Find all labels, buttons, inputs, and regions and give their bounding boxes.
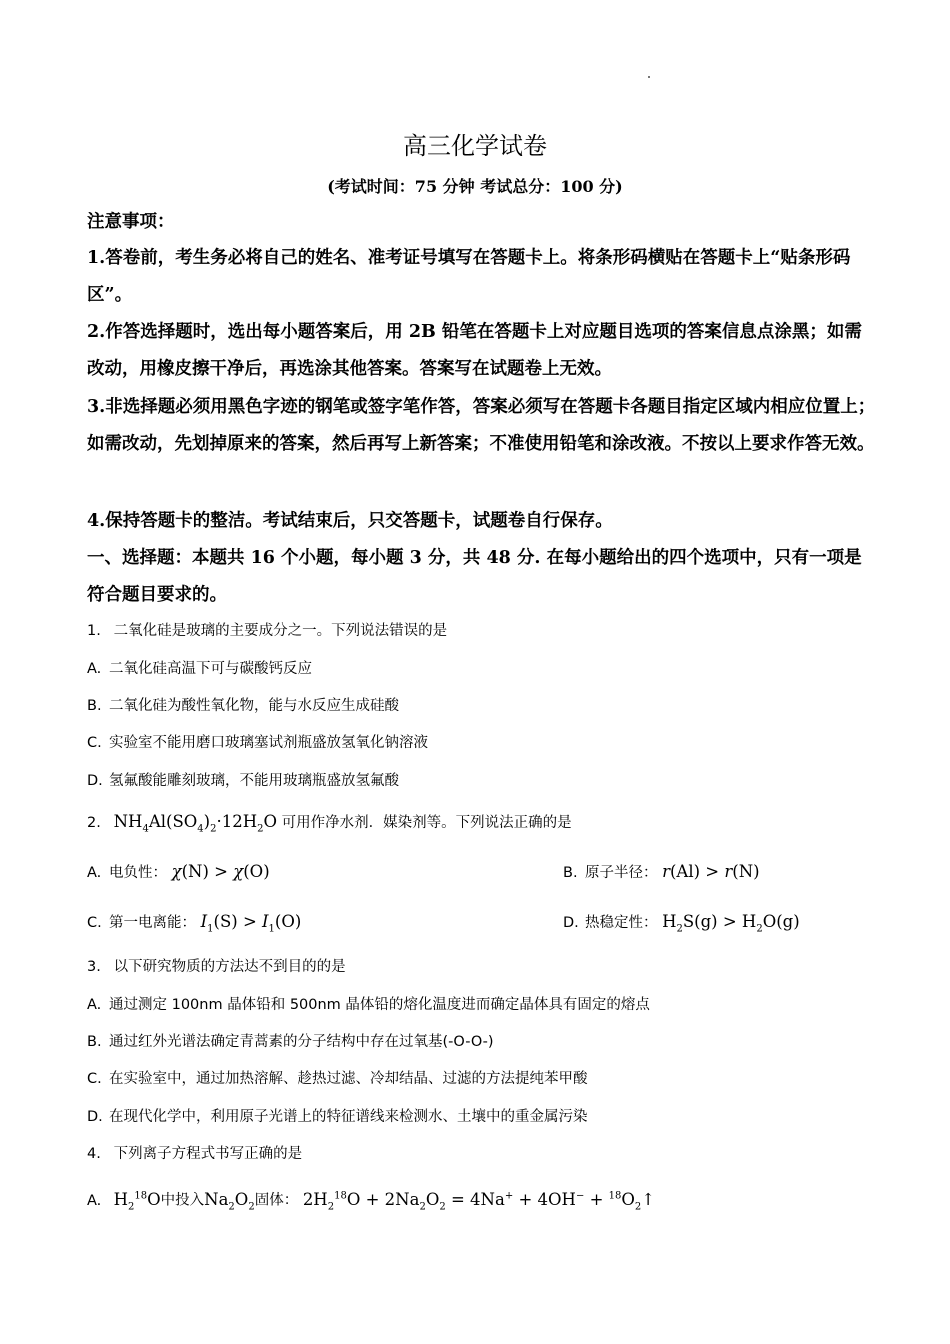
notice-2: 2.作答选择题时，选出每小题答案后，用 2B 铅笔在答题卡上对应题目选项的答案信息点涂黑；如需改动，用橡皮擦干净后，再选涂其他答案。答案写在试题卷上无效。 — [87, 322, 862, 379]
question-1-option-d: D. 氢氟酸能雕刻玻璃，不能用玻璃瓶盛放氢氟酸 — [87, 773, 399, 789]
question-4-option-a: A. $H_2^{18}O$中投入$Na_2O_2$固体： $2H_2^{18}O + 2Na_2O_2 = 4Na^+ + 4OH^-$ + $^{18}O_2↑$ — [87, 1189, 656, 1212]
section-heading: 一、选择题：本题共 16 个小题，每小题 3 分，共 48 分. 在每小题给出的四个选项中，只有一项是符合题目要求的。 — [87, 548, 862, 605]
question-1-option-c: C. 实验室不能用磨口玻璃塞试剂瓶盛放氢氧化钠溶液 — [87, 735, 428, 751]
notice-3: 3.非选择题必须用黑色字迹的钢笔或签字笔作答，答案必须写在答题卡各题目指定区域内相应位置上；如需改动，先划掉原来的答案，然后再写上新答案；不准使用铅笔和涂改液。不按以上要求作答无效。 — [87, 397, 876, 454]
question-2-option-c: C. 第一电离能： $I_1(S) > I_1(O)$ D. 热稳定性： $H_2S(g) > H_2O(g)$ — [87, 912, 887, 939]
scan-dot — [648, 76, 650, 78]
notice-1: 1.答卷前，考生务必将自己的姓名、准考证号填写在答题卡上。将条形码横贴在答题卡上“贴条形码区”。 — [87, 248, 851, 305]
notice-heading: 注意事项： — [87, 212, 175, 232]
formula-alum: $NH_4Al(SO_4)_2\cdot 12H_2O$ — [113, 812, 278, 835]
question-2-option-b: B. 原子半径： r(Al) > r(N) — [563, 862, 760, 881]
question-2-option-d: D. 热稳定性： $H_2S(g) > H_2O(g)$ — [563, 912, 800, 935]
question-3-option-a: A. 通过测定 100nm 晶体铅和 500nm 晶体铅的熔化温度进而确定晶体具有固定的熔点 — [87, 997, 650, 1013]
question-number: 1. — [87, 623, 101, 639]
question-3-stem: 3. 以下研究物质的方法达不到目的的是 — [87, 959, 346, 975]
question-2-stem: 2. $NH_4Al(SO_4)_2\cdot 12H_2O$ 可用作净水剂．媒染剂等。下列说法正确的是 — [87, 812, 572, 835]
question-1-option-a: A. 二氧化硅高温下可与碳酸钙反应 — [87, 661, 312, 677]
notice-4: 4.保持答题卡的整洁。考试结束后，只交答题卡，试题卷自行保存。 — [87, 511, 613, 531]
exam-info: (考试时间：75 分钟 考试总分：100 分) — [327, 177, 623, 196]
question-1-stem — [87, 621, 887, 641]
question-1-option-b: B. 二氧化硅为酸性氧化物，能与水反应生成硅酸 — [87, 698, 399, 714]
question-3-option-b: B. 通过红外光谱法确定青蒿素的分子结构中存在过氧基(-O-O-) — [87, 1034, 494, 1050]
question-text: 二氧化硅是玻璃的主要成分之一。下列说法错误的是 — [113, 623, 448, 639]
question-2-option-a: A. 电负性： χ(N) > χ(O) B. 原子半径： r(Al) > r(N) — [87, 862, 760, 881]
ionic-equation: $2H_2^{18}O + 2Na_2O_2 = 4Na^+ + 4OH^-$ + $^{18}O_2↑$ — [302, 1189, 656, 1212]
question-3-option-c: C. 在实验室中，通过加热溶解、趁热过滤、冷却结晶、过滤的方法提纯苯甲酸 — [87, 1071, 588, 1087]
question-3-option-d: D. 在现代化学中，利用原子光谱上的特征谱线来检测水、土壤中的重金属污染 — [87, 1109, 588, 1125]
page-title: 高三化学试卷 — [403, 132, 547, 160]
question-4-stem: 4. 下列离子方程式书写正确的是 — [87, 1146, 303, 1162]
